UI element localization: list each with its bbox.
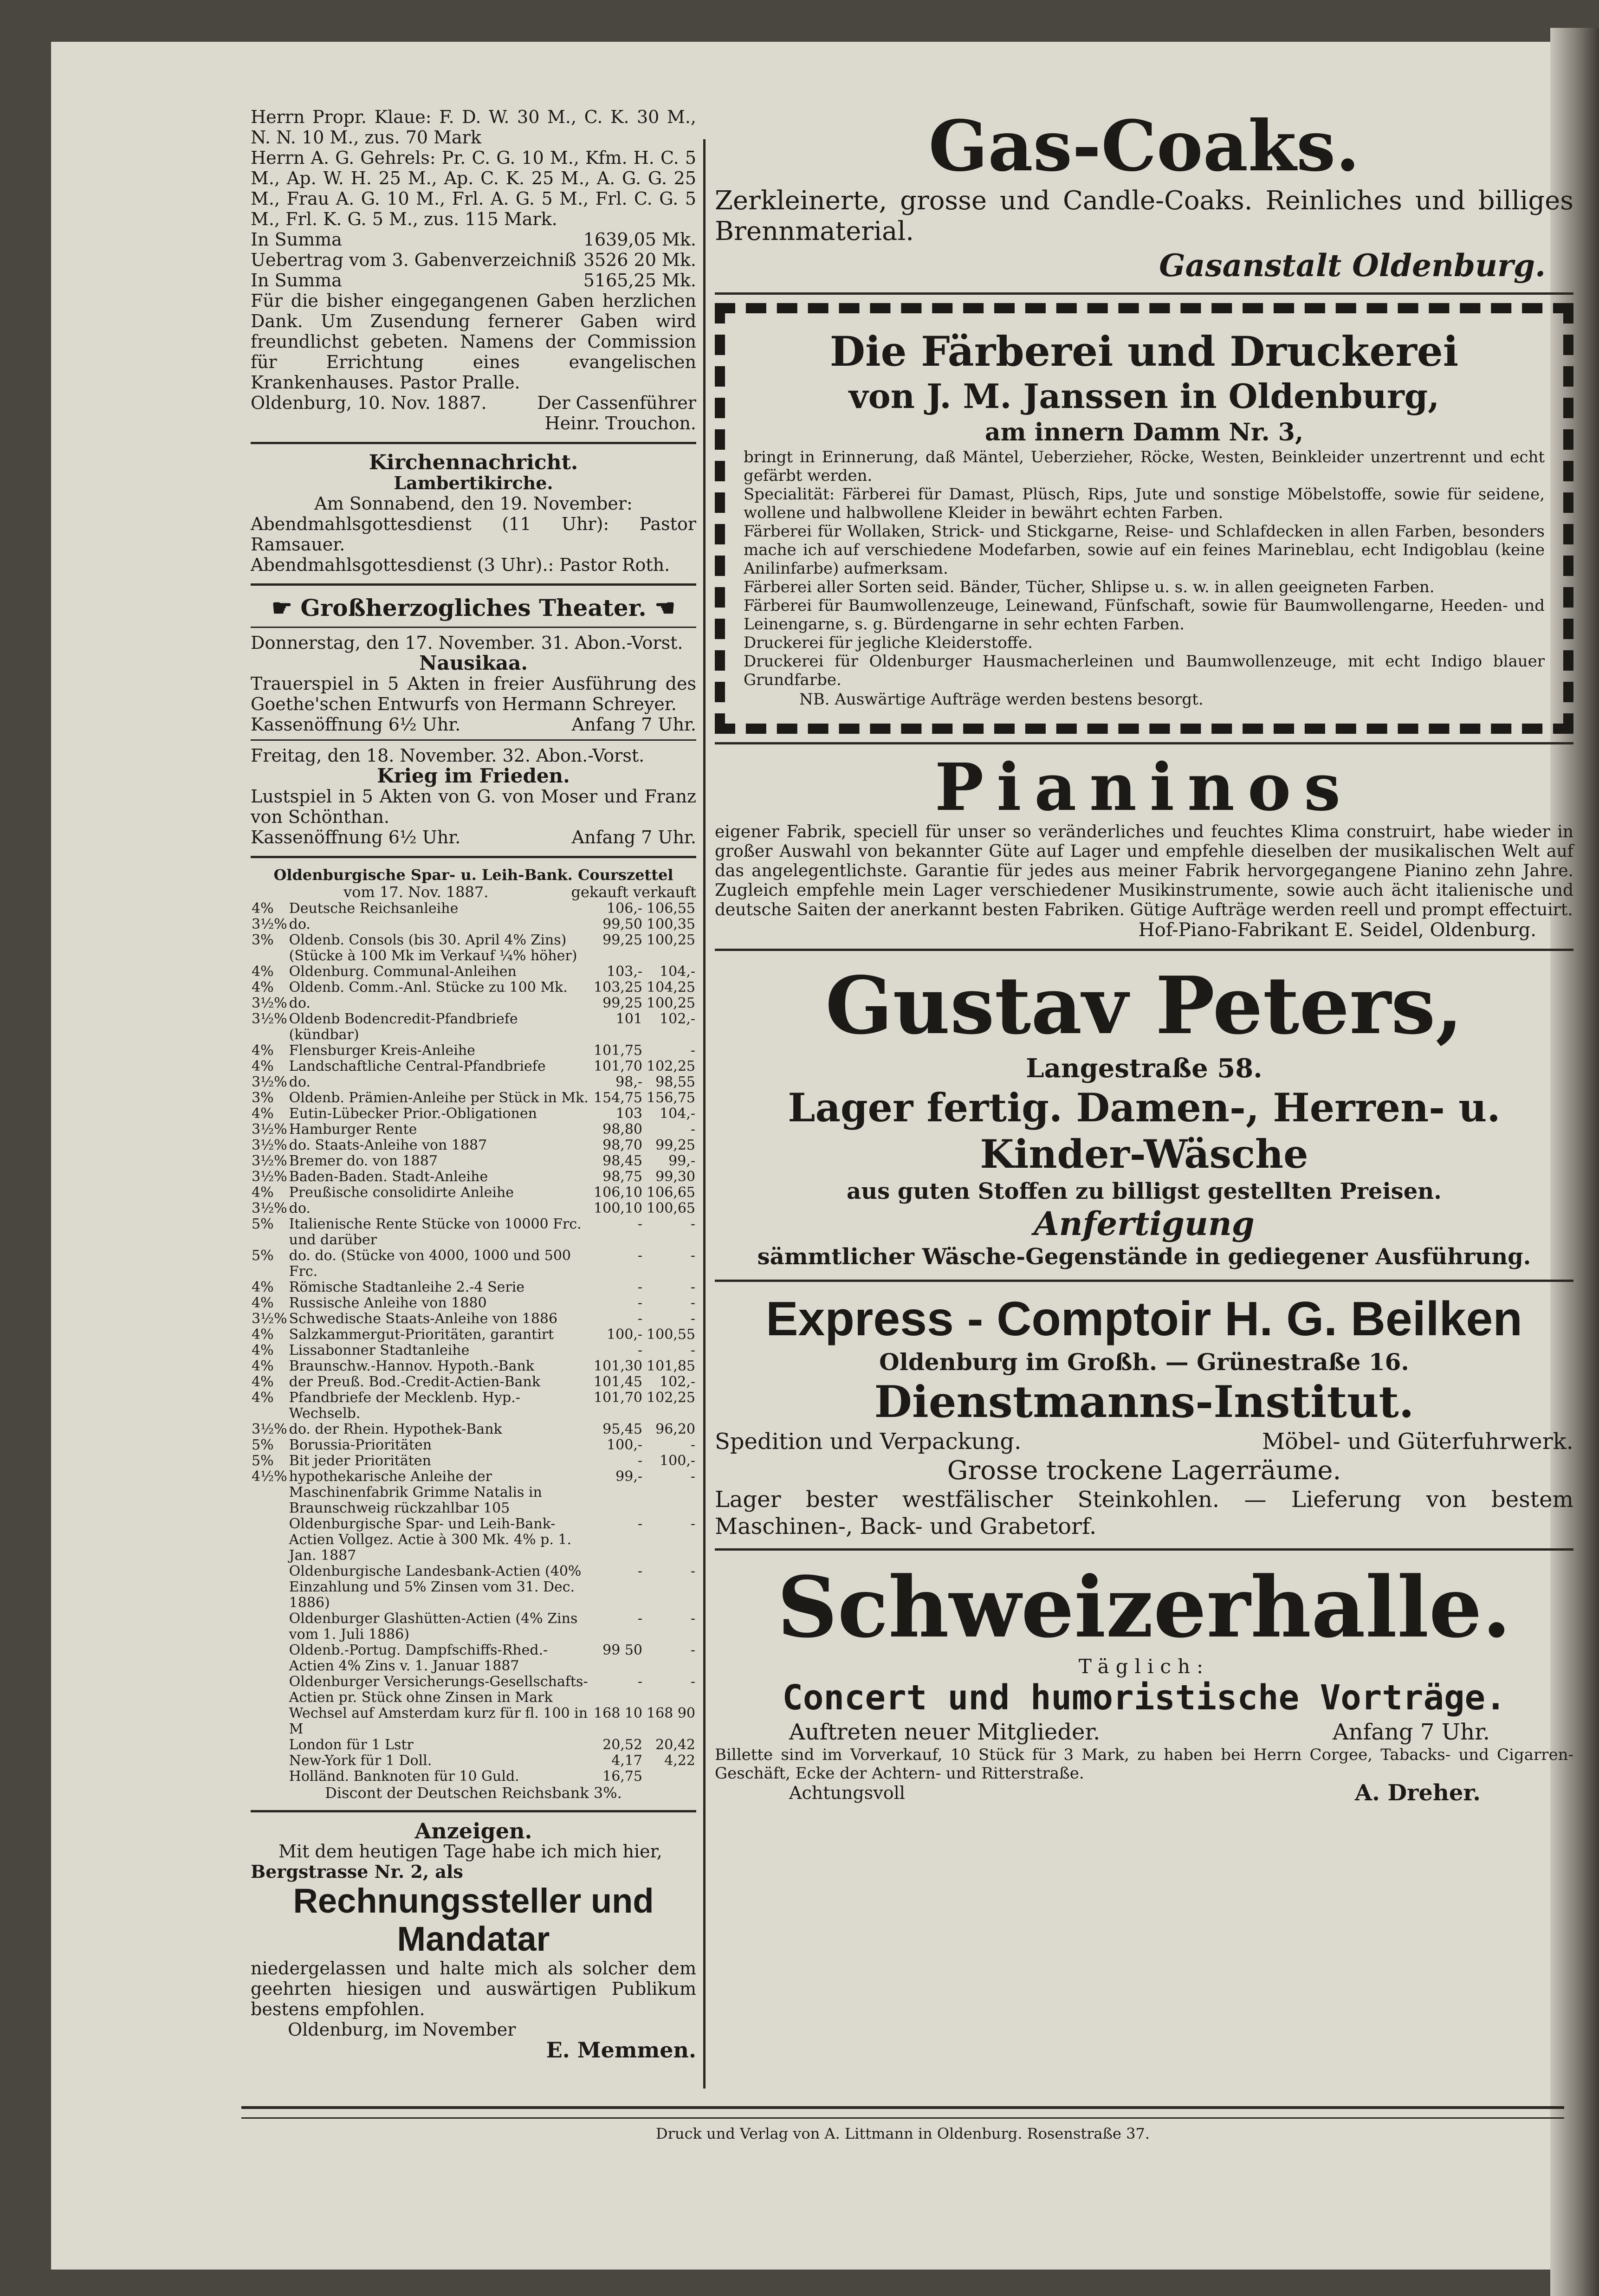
divider — [715, 1280, 1573, 1282]
piano-sign: Hof-Piano-Fabrikant E. Seidel, Oldenburg. — [1138, 919, 1536, 941]
table-cell: - — [637, 1248, 642, 1264]
thanks-name: Heinr. Trouchon. — [544, 413, 696, 433]
table-cell: 106,- — [607, 900, 642, 917]
anzeigen-intro: Mit dem heutigen Tage habe ich mich hier, — [278, 1841, 662, 1862]
table-row — [251, 1074, 696, 1090]
peters-line1: Lager fertig. Damen-, Herren- u. Kinder-Wäsche — [788, 1085, 1501, 1177]
table-cell — [251, 1769, 288, 1785]
table-cell — [251, 1674, 288, 1706]
table-cell: - — [637, 1610, 642, 1627]
right-column: Gas-Coaks. Zerkleinerte, grosse und Candle-Coaks. Reinliches und billiges Brennmaterial. Gasanstalt Oldenburg. Die Färberei und Druckerei von J. M. Janssen in Oldenburg, am innern Damm Nr. 3, bringt in Erinnerung, daß Mäntel, Ueberzieher, Röcke, Westen, Beinkleider unzertrennt und echt gefärbt werden. Specialität: Färberei für Damast, Plüsch, Rips, Jute und sonstige Möbelstoffe, sowie für seidene, wollene und halbwollene Kleider in bewährt echten Farben. Färberei für Wollaken, Strick- und Stickgarne, Reise- und Schlafdecken in allen Farben, besonders mache ich auf verschiedene Modefarben, sowie auf ein feines Marineblau, echt Indigoblau (keine Anilinfarbe) aufmerksam. Färberei aller Sorten seid. Bänder, Tücher, Shlipse u. s. w. in allen geeigneten Farben. Färberei für Baumwollenzeuge, Leinewand, Fünfschaft, sowie für Baumwollengarne, Heeden- und Leinengarne, s. g. Bürdengarne in sehr echten Farben. Druckerei für jegliche Kleiderstoffe. Druckerei für Oldenburger Hausmacherleinen und Baumwollenzeuge, mit echt Indigo blauer Grundfarbe. NB. Auswärtige Aufträge werden bestens besorgt. Pianinos eigener Fabrik, speciell für unser so veränderliches und feuchtes Klima construirt, habe wieder in großer Auswahl von bekannter Güte auf Lager und empfehle dieselben der musikalischen Welt auf das angelegentlichste. Garantie für jedes aus meiner Fabrik hervorgegangene Pianino zehn Jahre. Zugleich empfehle mein Lager verschiedener Musikinstrumente, sowie auch ächt italienische und deutsche Saiten der anerkannt besten Fabriken. Gütige Aufträge werden reell und prompt effectuirt. Hof-Piano-Fabrikant E. Seidel, Oldenburg. Gustav Peters, Langestraße 58. Lager fertig. Damen-, Herren- u. Kinder-Wäsche aus guten Stoffen zu billigst gestellten Preisen. Anfertigung sämmtlicher Wäsche-Gegenstände in gediegener Ausführung. Express - Comptoir H. G. Beilken Oldenburg im Großh. — Grünestraße 16. Dienstmanns-Institut. Spedition und Verpackung. Möbel- und Güterfuhrwerk. Grosse trockene Lagerräume. Lager bester westfälischer Steinkohlen. — Lieferung von bestem Maschinen-, Back- und Grabetorf. Schweizerhalle. Täglich: Concert und humoristische Vorträge. Auftreten neuer Mitglieder. Anfang 7 Uhr. Billette sind im Vorverkauf, 10 Stück für 3 Mark, zu haben bei Herrn Corgee, Tabacks- und Cigarren-Geschäft, Ecke der Achtern- und Ritterstraße. Achtungsvoll A. Dreher. — [715, 105, 1573, 1806]
table-row — [251, 1453, 696, 1469]
table-cell: 100,- — [660, 1453, 695, 1469]
express-title2: Dienstmanns-Institut. — [874, 1377, 1414, 1428]
peters-line3: Anfertigung — [1034, 1204, 1255, 1243]
dye-title: Die Färberei und Druckerei — [829, 327, 1459, 375]
table-cell — [251, 1516, 288, 1564]
table-cell: 168 10 — [594, 1705, 642, 1721]
table-cell: - — [690, 1248, 695, 1264]
table-cell: - — [690, 1610, 695, 1627]
table-cell: - — [690, 1311, 695, 1327]
halle-title: Schweizerhalle. — [777, 1559, 1511, 1656]
table-row — [251, 1737, 696, 1753]
table-cell: 101 — [615, 1011, 642, 1027]
table-row — [251, 1011, 696, 1043]
table-row — [251, 964, 696, 980]
dye-line: Färberei aller Sorten seid. Bänder, Tücher, Shlipse u. s. w. in allen geeigneten Farben. — [744, 578, 1435, 596]
table-cell: - — [690, 1563, 695, 1579]
sum-row: Uebertrag vom 3. Gabenverzeichniß 3526 20 Mk. — [251, 250, 696, 270]
table-row — [251, 1374, 696, 1390]
table-cell: hypothekarische Anleihe der Maschinenfabrik Grimme Natalis in Braunschweig rückzahlbar 105 — [289, 1468, 542, 1516]
table-cell: Salzkammergut-Prioritäten, garantirt — [289, 1326, 554, 1343]
table-cell: - — [637, 1453, 642, 1469]
table-cell: - — [637, 1674, 642, 1690]
table-cell: 98,70 — [602, 1137, 642, 1153]
table-cell: 3½% — [252, 1169, 287, 1185]
table-cell: - — [690, 1642, 695, 1658]
church-line: Abendmahlsgottesdienst (11 Uhr): Pastor Ramsauer. — [251, 514, 696, 555]
table-cell: 102,25 — [647, 1058, 695, 1074]
table-cell: do. der Rhein. Hypothek-Bank — [289, 1421, 502, 1437]
table-cell: 4% — [252, 1279, 274, 1295]
halle-tickets: Billette sind im Vorverkauf, 10 Stück für 3 Mark, zu haben bei Herrn Corgee, Tabacks- und Cigarren-Geschäft, Ecke der Achtern- und Ritterstraße. — [715, 1746, 1573, 1783]
imprint: Druck und Verlag von A. Littmann in Oldenburg. Rosenstraße 37. — [656, 2125, 1150, 2142]
piano-title: Pianinos — [934, 750, 1354, 826]
table-cell: do. do. (Stücke von 4000, 1000 und 500 Frc. — [289, 1248, 571, 1280]
sum-row: In Summa 1639,05 Mk. — [251, 229, 696, 250]
anzeigen-heading: Anzeigen. — [414, 1818, 532, 1843]
table-cell: 3½% — [252, 1421, 287, 1437]
table-cell: Flensburger Kreis-Anleihe — [289, 1042, 475, 1059]
thanks-text: Für die bisher eingegangenen Gaben herzlichen Dank. Um Zusendung fernerer Gaben wird freundlichst gebeten. Namens der Commission für Errichtung eines evangelischen Krankenhauses. Pastor Pralle. — [251, 291, 696, 393]
table-row — [251, 1311, 696, 1327]
table-cell: 5% — [252, 1248, 274, 1264]
thanks-sign: Der Cassenführer — [537, 393, 696, 413]
table-cell: 3½% — [252, 1137, 287, 1153]
table-row — [251, 1769, 696, 1785]
perf1-date: Donnerstag, den 17. November. 31. Abon.-Vorst. — [251, 633, 683, 653]
church-date: Am Sonnabend, den 19. November: — [314, 493, 633, 514]
table-row — [251, 996, 696, 1011]
table-cell: 154,75 — [594, 1090, 642, 1106]
table-row — [251, 1295, 696, 1311]
table-cell: 168 90 — [647, 1705, 695, 1721]
table-row — [251, 1564, 696, 1611]
column-divider — [703, 139, 706, 2089]
gas-text: Zerkleinerte, grosse und Candle-Coaks. Reinliches und billiges Brennmaterial. — [715, 186, 1573, 246]
table-row — [251, 1753, 696, 1769]
divider — [715, 292, 1573, 295]
church-sub: Lambertikirche. — [394, 472, 553, 493]
table-row — [251, 1343, 696, 1358]
table-cell: 102,- — [660, 1374, 695, 1390]
dye-firm: von J. M. Janssen in Oldenburg, — [848, 376, 1440, 416]
table-cell: 3½% — [252, 1074, 287, 1090]
table-row — [251, 1327, 696, 1343]
dye-line: Färberei für Wollaken, Strick- und Stickgarne, Reise- und Schlafdecken in allen Farben, besonders mache ich auf verschiedene Modefarben, sowie auf ein feines Marineblau, echt Indigoblau (keine Anilinfarbe) aufmerksam. — [744, 522, 1545, 578]
table-cell: 4½% — [252, 1468, 287, 1485]
table-cell: Oldenb Bodencredit-Pfandbriefe (kündbar) — [289, 1011, 518, 1043]
table-cell: - — [690, 1121, 695, 1138]
table-cell: Oldenburgische Landesbank-Actien (40% Einzahlung und 5% Zinsen vom 31. Dec. 1886) — [289, 1563, 582, 1611]
anzeigen-text: niedergelassen und halte mich als solcher dem geehrten hiesigen und auswärtigen Publikum bestens empfohlen. — [251, 1958, 696, 2019]
gas-sign: Gasanstalt Oldenburg. — [1159, 247, 1546, 284]
table-cell: 100,55 — [647, 1326, 695, 1343]
table-cell: der Preuß. Bod.-Credit-Actien-Bank — [289, 1374, 541, 1390]
courses-table — [251, 901, 696, 1785]
table-cell — [251, 1706, 288, 1737]
table-row — [251, 1106, 696, 1122]
table-cell: 3½% — [252, 1153, 287, 1169]
perf2-date: Freitag, den 18. November. 32. Abon.-Vorst. — [251, 745, 645, 766]
table-cell — [251, 1564, 288, 1611]
table-cell: Oldenb.-Portug. Dampfschiffs-Rhed.-Actien 4% Zins v. 1. Januar 1887 — [289, 1642, 548, 1674]
table-cell: - — [637, 1295, 642, 1311]
express-line: Grosse trockene Lagerräume. — [947, 1455, 1341, 1486]
table-cell: 102,- — [660, 1011, 695, 1027]
table-cell: 16,75 — [602, 1768, 642, 1785]
table-cell: 102,25 — [647, 1390, 695, 1406]
table-cell: 100,25 — [647, 932, 695, 948]
table-cell — [251, 1737, 288, 1753]
table-row — [251, 1643, 696, 1674]
table-row — [251, 1437, 696, 1453]
table-cell: 104,25 — [647, 979, 695, 996]
divider — [251, 442, 696, 444]
anzeigen-place: Oldenburg, im November — [288, 2019, 516, 2040]
divider — [715, 1548, 1573, 1551]
table-cell: - — [690, 1342, 695, 1358]
dye-line: Färberei für Baumwollenzeuge, Leinewand, Fünfschaft, sowie für Baumwollengarne, Heeden- und Leinengarne, s. g. Bürdengarne in sehr echten Farben. — [744, 596, 1545, 634]
donation-1: Herrn Propr. Klaue: F. D. W. 30 M., C. K. 30 M., N. N. 10 M., zus. 70 Mark — [251, 107, 696, 148]
table-cell: Baden-Baden. Stadt-Anleihe — [289, 1169, 488, 1185]
table-row — [251, 1469, 696, 1516]
discount: Discont der Deutschen Reichsbank 3%. — [325, 1784, 622, 1802]
table-cell: - — [690, 1437, 695, 1453]
table-cell: Oldenb. Comm.-Anl. Stücke zu 100 Mk. — [289, 979, 568, 996]
table-cell: 3½% — [252, 1311, 287, 1327]
table-cell: Oldenburg. Communal-Anleihen — [289, 964, 517, 980]
table-cell: 4% — [252, 979, 274, 996]
table-cell: 100,65 — [647, 1200, 695, 1216]
table-cell: 95,45 — [602, 1421, 642, 1437]
church-line: Abendmahlsgottesdienst (3 Uhr).: Pastor Roth. — [251, 555, 670, 575]
left-column: Herrn Propr. Klaue: F. D. W. 30 M., C. K. 30 M., N. N. 10 M., zus. 70 Mark Herrn A. G. Gehrels: Pr. C. G. 10 M., Kfm. H. C. 5 M., Ap. W. H. 25 M., Ap. C. K. 25 M., A. G. G. 25 M., Frau A. G. 10 M., Frl. A. G. 5 M., Frl. C. G. 5 M., Frl. K. G. 5 M., zus. 115 Mark. In Summa 1639,05 Mk. Uebertrag vom 3. Gabenverzeichniß 3526 20 Mk. In Summa 5165,25 Mk. Für die bisher eingegangenen Gaben herzlichen Dank. Um Zusendung fernerer Gaben wird freundlichst gebeten. Namens der Commission für Errichtung eines evangelischen Krankenhauses. Pastor Pralle. Oldenburg, 10. Nov. 1887. Der Cassenführer Heinr. Trouchon. Kirchennachricht. Lambertikirche. Am Sonnabend, den 19. November: Abendmahlsgottesdienst (11 Uhr): Pastor Ramsauer. Abendmahlsgottesdienst (3 Uhr).: Pastor Roth. ☛ Großherzogliches Theater. ☚ Donnerstag, den 17. November. 31. Abon.-Vorst. Nausikaa. Trauerspiel in 5 Akten in freier Ausführung des Goethe'schen Entwurfs von Hermann Schreyer. Kassenöffnung 6½ Uhr. Anfang 7 Uhr. Freitag, den 18. November. 32. Abon.-Vorst. Krieg im Frieden. Lustspiel in 5 Akten von G. von Moser und Franz von Schönthan. Kassenöffnung 6½ Uhr. Anfang 7 Uhr. Oldenburgische Spar- u. Leih-Bank. Courszettel vom 17. Nov. 1887. gekauft verkauft 4% Deutsche Reichsanleihe 106,- 106,55 3½% do. 99,50 100,35 3% Oldenb. Consols (bis 30. April 4% Zins) (Stücke à 100 Mk im Verkauf ¼% höher) 99,25 100,25 4% Oldenburg. Communal-Anleihen 103,- 104,- 4% Oldenb. Comm.-Anl. Stücke zu 100 Mk. 103,25 104,25 3½% do. 99,25 100,25 3½% Oldenb Bodencredit-Pfandbriefe (kündbar) 101 102,- 4% Flensburger Kreis-Anleihe 101,75 - 4% Landschaftliche Central-Pfandbriefe 101,70 102,25 3½% do. 98,- 98,55 3% Oldenb. Prämien-Anleihe per Stück in Mk. 154,75 156,75 4% Eutin-Lübecker Prior.-Obligationen 103 104,- 3½% Hamburger Rente 98,80 - 3½% do. Staats-Anleihe von 1887 98,70 99,25 3½% Bremer do. von 1887 98,45 99,- 3½% Baden-Baden. Stadt-Anleihe 98,75 99,30 4% Preußische consolidirte Anleihe 106,10 106,65 3½% do. 100,10 100,65 5% Italienische Rente Stücke von 10000 Frc. und darüber - - 5% do. do. (Stücke von 4000, 1000 und 500 Frc. - - 4% Römische Stadtanleihe 2.-4 Serie - - 4% Russische Anleihe von 1880 - - 3½% Schwedische Staats-Anleihe von 1886 - - 4% Salzkammergut-Prioritäten, garantirt 100,- 100,55 4% Lissabonner Stadtanleihe - - 4% Braunschw.-Hannov. Hypoth.-Bank 101,30 101,85 4% der Preuß. Bod.-Credit-Actien-Bank 101,45 102,- 4% Pfandbriefe der Mecklenb. Hyp.-Wechselb. 101,70 102,25 3½% do. der Rhein. Hypothek-Bank 95,45 96,20 5% Borussia-Prioritäten 100,- - 5% Bit jeder Prioritäten - 100,- 4½% hypothekarische Anleihe der Maschinenfabrik Grimme Natalis in Braunschweig rückzahlbar 105 99,- - Oldenburgische Spar- und Leih-Bank-Actien Vollgez. Actie à 300 Mk. 4% p. 1. Jan. 1887 - - Oldenburgische Landesbank-Actien (40% Einzahlung und 5% Zinsen vom 31. Dec. 1886) - - Oldenburger Glashütten-Actien (4% Zins vom 1. Juli 1886) - - Oldenb.-Portug. Dampfschiffs-Rhed.-Actien 4% Zins v. 1. Januar 1887 99 50 - Oldenburger Versicherungs-Gesellschafts-Actien pr. Stück ohne Zinsen in Mark - - Wechsel auf Amsterdam kurz für fl. 100 in M 168 10 168 90 London für 1 Lstr 20,52 20,42 New-York für 1 Doll. 4,17 4,22 Holländ. Banknoten für 10 Guld. 16,75 Discont der Deutschen Reichsbank 3%. Anzeigen. Mit dem heutigen Tage habe ich mich hier, Bergstrasse Nr. 2, als Rechnungssteller und Mandatar niedergelassen und halte mich als solcher dem geehrten hiesigen und auswärtigen Publikum bestens empfohlen. Oldenburg, im November E. Memmen. — [251, 107, 696, 2063]
table-cell: 99,30 — [655, 1169, 695, 1185]
dye-line: Druckerei für jegliche Kleiderstoffe. — [744, 634, 1033, 652]
divider — [715, 949, 1573, 951]
gas-title: Gas-Coaks. — [928, 105, 1360, 187]
table-cell: 106,10 — [594, 1184, 642, 1201]
table-cell: 3½% — [252, 1200, 287, 1216]
table-cell: Oldenburgische Spar- und Leih-Bank-Actien Vollgez. Actie à 300 Mk. 4% p. 1. Jan. 1887 — [289, 1516, 572, 1564]
table-cell: 106,55 — [647, 900, 695, 917]
table-cell: 4% — [252, 1374, 274, 1390]
table-cell — [643, 1769, 696, 1785]
table-cell: 4,17 — [611, 1753, 642, 1769]
table-row — [251, 1358, 696, 1374]
table-cell: Oldenburger Glashütten-Actien (4% Zins vom 1. Juli 1886) — [289, 1610, 578, 1643]
table-cell: 20,52 — [602, 1737, 642, 1753]
table-cell: Hamburger Rente — [289, 1121, 417, 1138]
table-cell — [251, 1611, 288, 1643]
courses-heading: Oldenburgische Spar- u. Leih-Bank. Courszettel — [273, 866, 673, 884]
table-cell: New-York für 1 Doll. — [289, 1753, 432, 1769]
table-cell: 101,70 — [594, 1390, 642, 1406]
perf1-title: Nausikaa. — [419, 652, 528, 674]
table-cell: 99,25 — [602, 932, 642, 948]
table-cell: Italienische Rente Stücke von 10000 Frc. und darüber — [289, 1216, 582, 1248]
table-cell: Wechsel auf Amsterdam kurz für fl. 100 in M — [289, 1705, 588, 1737]
table-cell: Borussia-Prioritäten — [289, 1437, 432, 1453]
perf2-title: Krieg im Frieden. — [377, 764, 570, 787]
table-row — [251, 1280, 696, 1295]
table-cell: - — [637, 1279, 642, 1295]
table-cell: 99,50 — [602, 916, 642, 932]
table-cell: 101,85 — [647, 1358, 695, 1374]
table-cell: - — [690, 1042, 695, 1059]
divider — [715, 742, 1573, 744]
express-addr: Oldenburg im Großh. — Grünestraße 16. — [879, 1348, 1409, 1376]
table-row — [251, 1185, 696, 1201]
piano-text: eigener Fabrik, speciell für unser so veränderliches und feuchtes Klima construirt, habe wieder in großer Auswahl von bekannter Güte auf Lager und empfehle dieselben der musikalischen Welt auf das angelegentlichste. Garantie für jedes aus meiner Fabrik hervorgegangene Pianino zehn Jahre. Zugleich empfehle mein Lager verschiedener Musikinstrumente, sowie auch ächt italienische und deutsche Saiten der anerkannt besten Fabriken. Gütige Aufträge werden reell und prompt effectuirt. — [715, 822, 1573, 919]
table-cell: 4% — [252, 964, 274, 980]
table-cell: - — [690, 1516, 695, 1532]
table-cell: 101,75 — [594, 1042, 642, 1059]
table-cell: - — [690, 1295, 695, 1311]
table-cell: 96,20 — [655, 1421, 695, 1437]
table-row — [251, 1216, 696, 1248]
table-cell — [251, 1753, 288, 1769]
table-cell: Preußische consolidirte Anleihe — [289, 1184, 514, 1201]
church-heading: Kirchennachricht. — [369, 451, 578, 474]
donation-2: Herrn A. G. Gehrels: Pr. C. G. 10 M., Kfm. H. C. 5 M., Ap. W. H. 25 M., Ap. C. K. 25 M., A. G. G. 25 M., Frau A. G. 10 M., Frl. A. G. 5 M., Frl. C. G. 5 M., Frl. K. G. 5 M., zus. 115 Mark. — [251, 148, 696, 229]
table-cell: 5% — [252, 1437, 274, 1453]
table-cell: 99 50 — [602, 1642, 642, 1658]
table-cell: - — [690, 1674, 695, 1690]
table-cell: Eutin-Lübecker Prior.-Obligationen — [289, 1106, 537, 1122]
table-row — [251, 980, 696, 996]
table-cell: 101,30 — [594, 1358, 642, 1374]
table-cell: 3% — [252, 1090, 274, 1106]
table-cell: 99,- — [668, 1153, 695, 1169]
table-cell: do. — [289, 1200, 311, 1216]
table-cell: - — [690, 1216, 695, 1232]
table-cell: 98,55 — [655, 1074, 695, 1090]
table-cell: 100,10 — [594, 1200, 642, 1216]
table-cell — [251, 1643, 288, 1674]
table-row — [251, 1516, 696, 1564]
table-cell: 99,- — [615, 1468, 642, 1485]
table-cell: Oldenb. Consols (bis 30. April 4% Zins) (Stücke à 100 Mk im Verkauf ¼% höher) — [289, 932, 577, 964]
sum-row: In Summa 5165,25 Mk. — [251, 270, 696, 291]
table-cell: 99,25 — [655, 1137, 695, 1153]
peters-line4: sämmtlicher Wäsche-Gegenstände in gediegener Ausführung. — [757, 1244, 1531, 1270]
table-cell: 103,- — [607, 964, 642, 980]
halle-daily: Täglich: — [1078, 1655, 1210, 1678]
table-cell: Braunschw.-Hannov. Hypoth.-Bank — [289, 1358, 534, 1374]
table-cell: Landschaftliche Central-Pfandbriefe — [289, 1058, 546, 1074]
table-cell: do. — [289, 995, 311, 1011]
table-cell: London für 1 Lstr — [289, 1737, 414, 1753]
table-cell: do. — [289, 916, 311, 932]
peters-line2: aus guten Stoffen zu billigst gestellten Preisen. — [847, 1178, 1442, 1204]
table-cell: 4% — [252, 1295, 274, 1311]
table-cell: 103,25 — [594, 979, 642, 996]
table-cell: Russische Anleihe von 1880 — [289, 1295, 487, 1311]
peters-title: Gustav Peters, — [825, 959, 1463, 1052]
table-cell: 104,- — [660, 1106, 695, 1122]
table-cell: Römische Stadtanleihe 2.-4 Serie — [289, 1279, 525, 1295]
table-cell: - — [637, 1216, 642, 1232]
table-row — [251, 901, 696, 917]
perf2-desc: Lustspiel in 5 Akten von G. von Moser und Franz von Schönthan. — [251, 786, 696, 827]
perf1-desc: Trauerspiel in 5 Akten in freier Ausführung des Goethe'schen Entwurfs von Hermann Schreyer. — [251, 673, 696, 714]
table-cell: 5% — [252, 1216, 274, 1232]
table-row — [251, 1043, 696, 1059]
divider — [251, 1810, 696, 1812]
table-row — [251, 1122, 696, 1138]
table-cell: 5% — [252, 1453, 274, 1469]
table-cell: 104,- — [660, 964, 695, 980]
table-cell: Bremer do. von 1887 — [289, 1153, 438, 1169]
table-row — [251, 1674, 696, 1706]
table-row — [251, 1059, 696, 1074]
table-cell: Lissabonner Stadtanleihe — [289, 1342, 470, 1358]
table-cell: 4% — [252, 1042, 274, 1059]
table-row — [251, 1169, 696, 1185]
footer-area — [241, 2098, 1564, 2142]
table-cell: 4% — [252, 1342, 274, 1358]
table-cell: 3½% — [252, 916, 287, 932]
express-coal: Lager bester westfälischer Steinkohlen. — Lieferung von bestem Maschinen-, Back- und Grabetorf. — [715, 1487, 1573, 1539]
table-cell: 99,25 — [602, 995, 642, 1011]
table-cell: 4% — [252, 1106, 274, 1122]
table-cell: 101,70 — [594, 1058, 642, 1074]
table-cell: - — [690, 1279, 695, 1295]
dye-line: Druckerei für Oldenburger Hausmacherleinen und Baumwollenzeuge, mit echt Indigo blauer Grundfarbe. — [744, 652, 1545, 689]
table-cell: 4% — [252, 1184, 274, 1201]
table-cell: 4% — [252, 1358, 274, 1374]
halle-concert: Concert und humoristische Vorträge. — [782, 1678, 1506, 1718]
table-cell: - — [637, 1311, 642, 1327]
table-cell: 100,25 — [647, 995, 695, 1011]
table-cell: Deutsche Reichsanleihe — [289, 900, 459, 917]
table-row — [251, 1153, 696, 1169]
anzeigen-address: Bergstrasse Nr. 2, als — [251, 1861, 463, 1882]
table-cell: do. Staats-Anleihe von 1887 — [289, 1137, 487, 1153]
table-cell: 103 — [615, 1106, 642, 1122]
table-cell: Oldenb. Prämien-Anleihe per Stück in Mk. — [289, 1090, 589, 1106]
anzeigen-title: Rechnungssteller und — [293, 1882, 654, 1920]
table-cell: 100,- — [607, 1326, 642, 1343]
table-cell: 3½% — [252, 1121, 287, 1138]
table-row — [251, 932, 696, 964]
theater-heading: ☛ Großherzogliches Theater. ☚ — [271, 594, 676, 621]
dye-lines — [744, 448, 1545, 689]
dye-line: Specialität: Färberei für Damast, Plüsch, Rips, Jute und sonstige Möbelstoffe, sowie für seidene, wollene und halbwollene Kleider in bewährt echten Farben. — [744, 485, 1545, 522]
table-row — [251, 1611, 696, 1643]
table-cell: - — [637, 1342, 642, 1358]
dye-line: bringt in Erinnerung, daß Mäntel, Ueberzieher, Röcke, Westen, Beinkleider unzertrennt und echt gefärbt werden. — [744, 448, 1545, 485]
table-cell: 4% — [252, 1390, 274, 1406]
peters-addr: Langestraße 58. — [1026, 1053, 1262, 1084]
table-row — [251, 917, 696, 932]
table-cell: do. — [289, 1074, 311, 1090]
table-cell: 3% — [252, 932, 274, 948]
table-row — [251, 1706, 696, 1737]
table-cell: - — [637, 1516, 642, 1532]
table-cell: 100,35 — [647, 916, 695, 932]
table-cell: - — [690, 1468, 695, 1485]
table-cell: 100,- — [607, 1437, 642, 1453]
dye-addr: am innern Damm Nr. 3, — [984, 418, 1304, 446]
table-row — [251, 1138, 696, 1153]
table-cell: 20,42 — [655, 1737, 695, 1753]
table-cell: 98,80 — [602, 1121, 642, 1138]
anzeigen-title: Mandatar — [397, 1920, 550, 1958]
table-cell: 4% — [252, 1326, 274, 1343]
table-row — [251, 1248, 696, 1280]
table-cell: Bit jeder Prioritäten — [289, 1453, 431, 1469]
table-cell: Schwedische Staats-Anleihe von 1886 — [289, 1311, 558, 1327]
table-cell: 3½% — [252, 995, 287, 1011]
table-cell: 4% — [252, 900, 274, 917]
table-cell: 4,22 — [664, 1753, 695, 1769]
table-cell: 98,- — [615, 1074, 642, 1090]
table-cell: 106,65 — [647, 1184, 695, 1201]
table-cell: 4% — [252, 1058, 274, 1074]
table-cell: Holländ. Banknoten für 10 Guld. — [289, 1768, 519, 1785]
table-row — [251, 1422, 696, 1437]
table-cell: 3½% — [252, 1011, 287, 1027]
thanks-date: Oldenburg, 10. Nov. 1887. — [251, 393, 487, 413]
table-cell: 156,75 — [647, 1090, 695, 1106]
table-cell: Pfandbriefe der Mecklenb. Hyp.-Wechselb. — [289, 1390, 520, 1422]
table-row — [251, 1201, 696, 1216]
express-title: Express - Comptoir H. G. Beilken — [766, 1292, 1522, 1346]
table-row — [251, 1390, 696, 1422]
table-cell: 98,45 — [602, 1153, 642, 1169]
table-cell: Oldenburger Versicherungs-Gesellschafts-Actien pr. Stück ohne Zinsen in Mark — [289, 1674, 588, 1706]
table-row — [251, 1090, 696, 1106]
dye-nb: NB. Auswärtige Aufträge werden bestens besorgt. — [799, 690, 1204, 709]
table-cell: - — [637, 1563, 642, 1579]
divider — [251, 583, 696, 586]
table-cell: 101,45 — [594, 1374, 642, 1390]
anzeigen-name: E. Memmen. — [546, 2037, 696, 2063]
table-cell: 98,75 — [602, 1169, 642, 1185]
divider — [251, 856, 696, 858]
dye-ad-frame — [715, 303, 1573, 734]
